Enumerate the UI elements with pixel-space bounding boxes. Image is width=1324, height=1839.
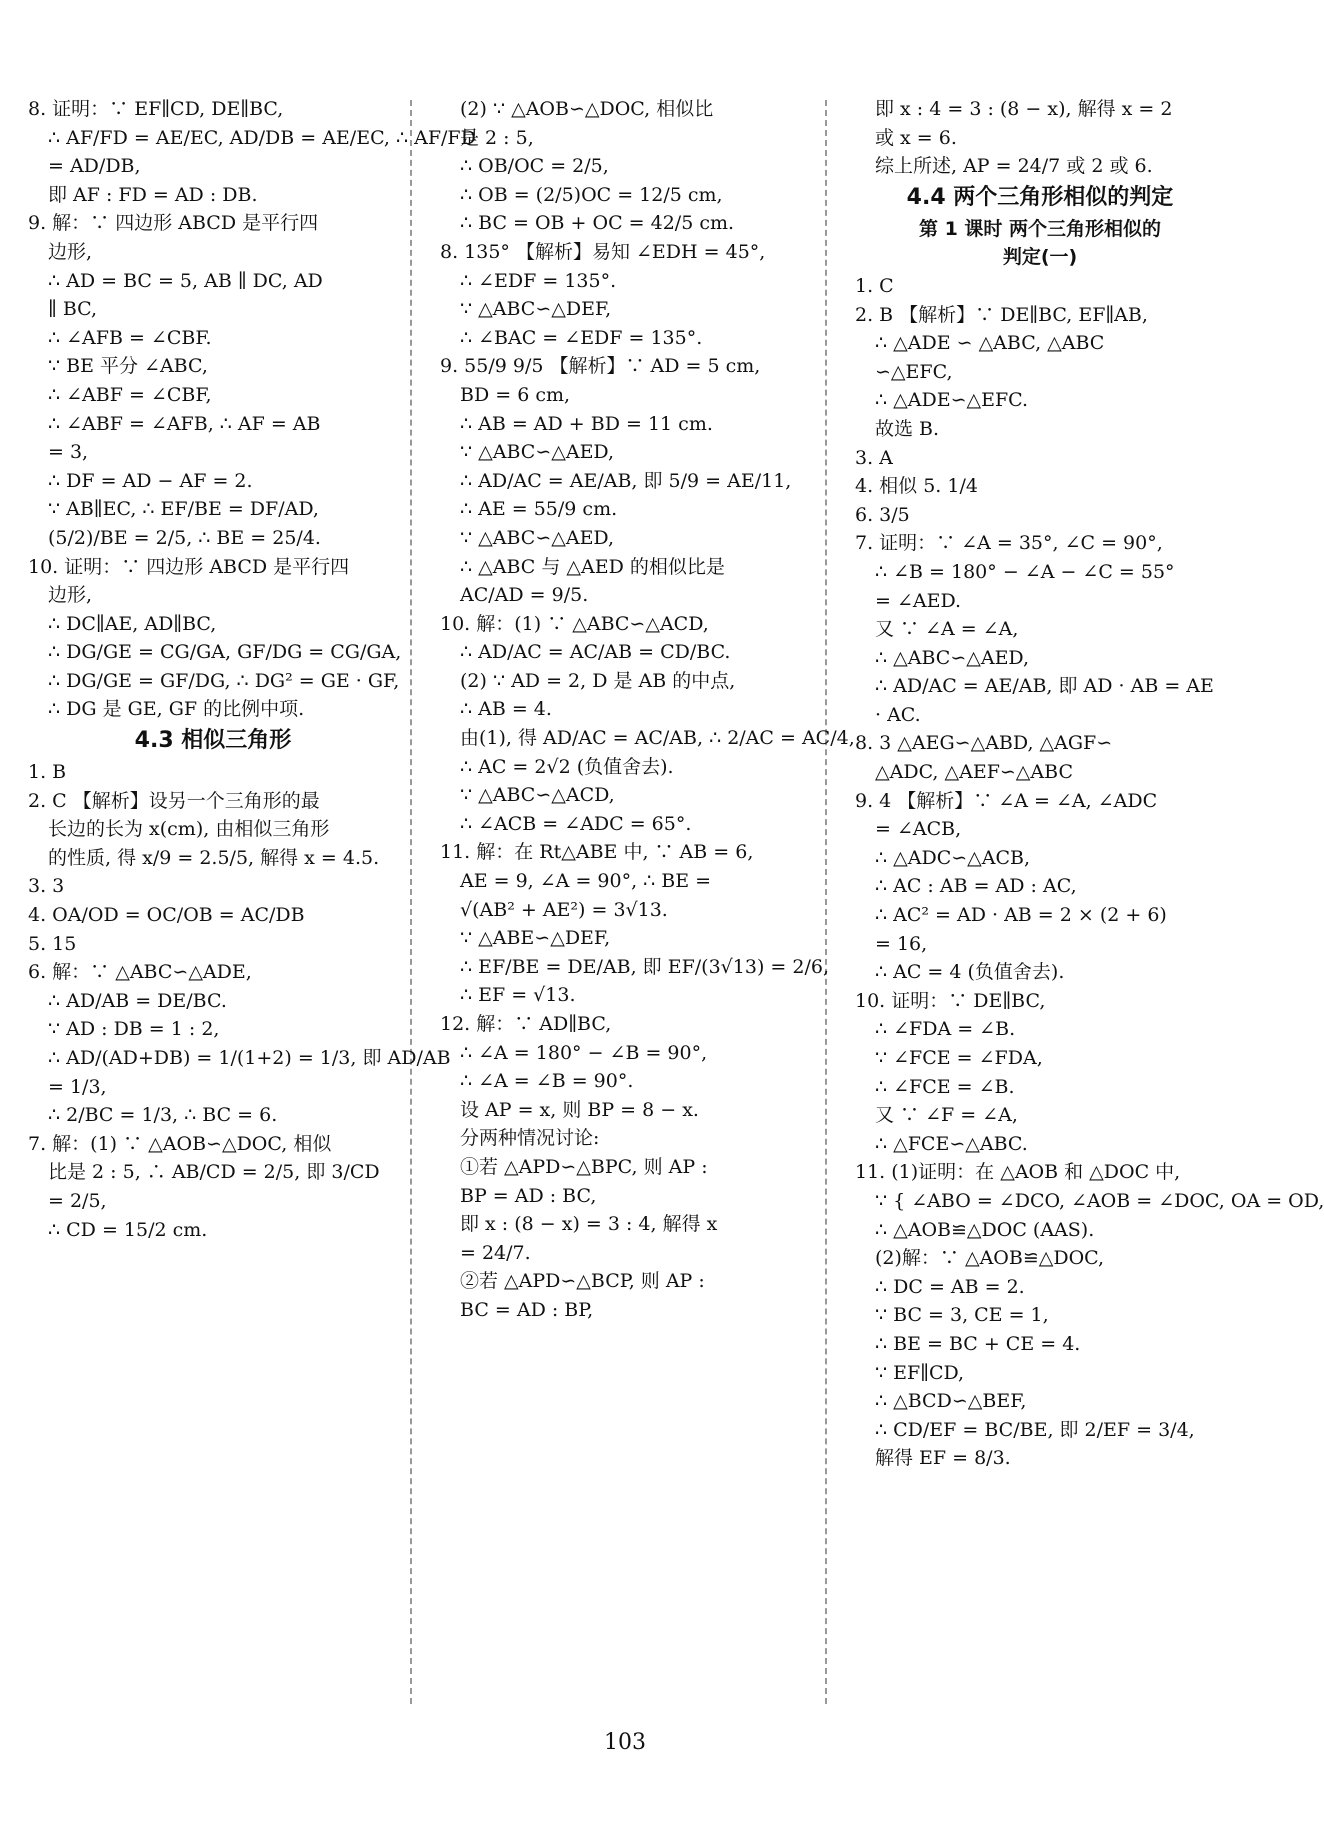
answer-line: 又 ∵ ∠A = ∠A, — [875, 618, 1019, 641]
answer-line: = ∠AED. — [875, 589, 962, 612]
answer-line: ∴ CD/EF = BC/BE, 即 2/EF = 3/4, — [875, 1418, 1195, 1441]
answer-line: 5. 15 — [28, 932, 77, 955]
answer-line: √(AB² + AE²) = 3√13. — [460, 898, 668, 921]
answer-line: ∴ ∠FCE = ∠B. — [875, 1075, 1015, 1098]
answer-line: AC/AD = 9/5. — [460, 584, 589, 607]
answer-line: 综上所述, AP = 24/7 或 2 或 6. — [875, 155, 1153, 178]
answer-line: ∴ DG/GE = CG/GA, GF/DG = CG/GA, — [48, 641, 402, 664]
answer-line: ∴ △ADE ∽ △ABC, △ABC — [875, 332, 1105, 355]
answer-line: ∵ ∠FCE = ∠FDA, — [875, 1047, 1043, 1069]
answer-line: ∴ DC = AB = 2. — [875, 1275, 1025, 1298]
answer-line: ①若 △APD∽△BPC, 则 AP : — [460, 1155, 708, 1178]
answer-line: ∥ BC, — [48, 298, 98, 321]
answer-line: 6. 3/5 — [855, 503, 910, 526]
answer-line: 设 AP = x, 则 BP = 8 − x. — [460, 1098, 699, 1121]
answer-line: AE = 9, ∠A = 90°, ∴ BE = — [460, 870, 712, 893]
answer-line: 11. (1)证明：在 △AOB 和 △DOC 中, — [855, 1161, 1181, 1184]
answer-line: ∴ AD/(AD+DB) = 1/(1+2) = 1/3, 即 AD/AB — [48, 1047, 451, 1069]
answer-line: ∴ AC = 4 (负值舍去). — [875, 961, 1065, 984]
answer-column-2 — [440, 95, 855, 1709]
answer-line: ∴ △ABC 与 △AED 的相似比是 — [460, 555, 725, 578]
lesson-subheading: 第 1 课时 两个三角形相似的 — [918, 217, 1162, 240]
answer-line: ∵ AB∥EC, ∴ EF/BE = DF/AD, — [48, 498, 319, 521]
answer-line: · AC. — [875, 703, 921, 726]
answer-line: 9. 55/9 9/5 【解析】∵ AD = 5 cm, — [440, 355, 761, 378]
answer-line: ∴ AD/AC = AE/AB, 即 5/9 = AE/11, — [460, 469, 792, 492]
answer-line: ∴ BE = BC + CE = 4. — [875, 1332, 1081, 1355]
answer-line: 即 x : 4 = 3 : (8 − x), 解得 x = 2 — [875, 98, 1173, 120]
answer-line: 9. 解：∵ 四边形 ABCD 是平行四 — [28, 212, 319, 235]
answer-line: = 2/5, — [48, 1189, 107, 1212]
answer-line: 1. C — [855, 274, 894, 297]
answer-line: ∴ CD = 15/2 cm. — [48, 1218, 208, 1241]
answer-line: ∵ BC = 3, CE = 1, — [875, 1304, 1049, 1327]
answer-line: ∴ ∠A = ∠B = 90°. — [460, 1070, 634, 1093]
answer-line: 3. 3 — [28, 875, 65, 898]
answer-line: 边形, — [48, 240, 93, 263]
answer-line: ∵ △ABC∽△DEF, — [460, 298, 612, 321]
answer-line: ∴ △BCD∽△BEF, — [875, 1390, 1027, 1413]
answer-line: ∴ AB = AD + BD = 11 cm. — [460, 412, 713, 435]
answer-line: 4. OA/OD = OC/OB = AC/DB — [28, 904, 305, 927]
answer-line: 的性质, 得 x/9 = 2.5/5, 解得 x = 4.5. — [48, 846, 380, 869]
answer-column-3 — [855, 95, 1324, 1709]
answer-line: BC = AD : BP, — [460, 1298, 594, 1321]
answer-line: 9. 4 【解析】∵ ∠A = ∠A, ∠ADC — [855, 789, 1158, 812]
answer-line: ∴ AB = 4. — [460, 698, 552, 721]
answer-line: ∴ ∠ABF = ∠AFB, ∴ AF = AB — [48, 412, 321, 435]
answer-line: ∴ OB = (2/5)OC = 12/5 cm, — [460, 183, 723, 206]
answer-line: 7. 证明：∵ ∠A = 35°, ∠C = 90°, — [855, 532, 1163, 555]
answer-line: ∴ 2/BC = 1/3, ∴ BC = 6. — [48, 1104, 278, 1127]
answer-line: 由(1), 得 AD/AC = AC/AB, ∴ 2/AC = AC/4, — [460, 727, 855, 750]
answer-line: ∴ △ABC∽△AED, — [875, 646, 1030, 669]
answer-line: = 3, — [48, 441, 89, 464]
answer-line: = 24/7. — [460, 1241, 531, 1264]
answer-line: = AD/DB, — [48, 155, 141, 178]
answer-line: ∵ △ABC∽△ACD, — [460, 784, 615, 807]
answer-line: ∴ AD/AC = AE/AB, 即 AD · AB = AE — [875, 675, 1214, 698]
answer-line: ∵ △ABC∽△AED, — [460, 526, 615, 549]
answer-line: ∴ ∠FDA = ∠B. — [875, 1018, 1016, 1041]
answer-line: 12. 解：∵ AD∥BC, — [440, 1013, 612, 1035]
answer-line: ∴ OB/OC = 2/5, — [460, 155, 609, 178]
answer-line: ∴ AC² = AD · AB = 2 × (2 + 6) — [875, 904, 1167, 927]
answer-line: (2) ∵ AD = 2, D 是 AB 的中点, — [460, 669, 736, 692]
answer-line: ∴ AD = BC = 5, AB ∥ DC, AD — [48, 269, 323, 292]
answer-column-1 — [28, 95, 476, 1709]
answer-line: 3. A — [855, 446, 893, 469]
answer-line: ∵ BE 平分 ∠ABC, — [48, 355, 208, 378]
answer-line: 11. 解：在 Rt△ABE 中, ∵ AB = 6, — [440, 841, 754, 864]
answer-line: ∴ DF = AD − AF = 2. — [48, 469, 253, 492]
answer-line: ∴ ∠A = 180° − ∠B = 90°, — [460, 1041, 708, 1064]
page-number: 103 — [604, 1730, 646, 1755]
section-heading: 4.4 两个三角形相似的判定 — [906, 184, 1174, 210]
answer-line: 10. 证明：∵ 四边形 ABCD 是平行四 — [28, 555, 350, 578]
answer-line: (5/2)/BE = 2/5, ∴ BE = 25/4. — [48, 526, 321, 549]
answer-line: ∴ AE = 55/9 cm. — [460, 498, 618, 521]
answer-line: 长边的长为 x(cm), 由相似三角形 — [48, 818, 330, 841]
answer-line: ∴ ∠B = 180° − ∠A − ∠C = 55° — [875, 560, 1175, 583]
answer-line: ∴ DG 是 GE, GF 的比例中项. — [48, 698, 305, 721]
answer-line: 即 x : (8 − x) = 3 : 4, 解得 x — [460, 1213, 718, 1236]
answer-line: ∴ AF/FD = AE/EC, AD/DB = AE/EC, ∴ AF/FD — [48, 126, 476, 149]
answer-line: 又 ∵ ∠F = ∠A, — [875, 1104, 1018, 1127]
answer-line: 解得 EF = 8/3. — [875, 1447, 1011, 1470]
answer-line: ∴ ∠AFB = ∠CBF. — [48, 326, 212, 349]
answer-line: 8. 3 △AEG∽△ABD, △AGF∽ — [855, 732, 1113, 755]
answer-line: ∴ AC : AB = AD : AC, — [875, 875, 1077, 898]
answer-line: 6. 解：∵ △ABC∽△ADE, — [28, 961, 252, 984]
answer-line: = 1/3, — [48, 1075, 107, 1098]
answer-line: ∴ EF = √13. — [460, 984, 576, 1007]
answer-line: 故选 B. — [875, 417, 940, 440]
answer-line: ∵ { ∠ABO = ∠DCO, ∠AOB = ∠DOC, OA = OD, — [875, 1189, 1324, 1212]
answer-line: ∴ △AOB≌△DOC (AAS). — [875, 1218, 1095, 1241]
answer-line: ∵ △ABE∽△DEF, — [460, 927, 611, 950]
answer-line: BD = 6 cm, — [460, 383, 571, 406]
answer-line: ∴ ∠ACB = ∠ADC = 65°. — [460, 812, 692, 835]
answer-line: 或 x = 6. — [875, 126, 957, 149]
answer-line: △ADC, △AEF∽△ABC — [875, 761, 1073, 784]
answer-line: ∵ AD : DB = 1 : 2, — [48, 1018, 220, 1041]
answer-line: 边形, — [48, 584, 93, 607]
answer-line: ∵ EF∥CD, — [875, 1361, 965, 1384]
answer-line: ∴ DG/GE = GF/DG, ∴ DG² = GE · GF, — [48, 669, 400, 692]
answer-line: (2) ∵ △AOB∽△DOC, 相似比 — [460, 98, 714, 120]
answer-line: 10. 证明：∵ DE∥BC, — [855, 989, 1046, 1012]
answer-line: 7. 解：(1) ∵ △AOB∽△DOC, 相似 — [28, 1132, 332, 1155]
answer-line: ∴ ∠BAC = ∠EDF = 135°. — [460, 326, 703, 349]
answer-line: 即 AF : FD = AD : DB. — [48, 183, 258, 206]
answer-line: ∴ ∠ABF = ∠CBF, — [48, 383, 212, 406]
answer-line: 比是 2 : 5, ∴ AB/CD = 2/5, 即 3/CD — [48, 1161, 380, 1184]
answer-line: ∴ EF/BE = DE/AB, 即 EF/(3√13) = 2/6, — [460, 955, 829, 978]
answer-line: 1. B — [28, 761, 67, 784]
answer-line: ∴ △ADE∽△EFC. — [875, 389, 1029, 412]
answer-line: ∵ △ABC∽△AED, — [460, 441, 615, 464]
lesson-subheading: 判定(一) — [1002, 246, 1078, 269]
answer-line: ∴ AC = 2√2 (负值舍去). — [460, 755, 674, 778]
answer-line: 4. 相似 5. 1/4 — [855, 475, 978, 498]
column-divider — [825, 100, 827, 1704]
answer-line: ∴ AD/AC = AC/AB = CD/BC. — [460, 641, 731, 664]
answer-line: ∴ △FCE∽△ABC. — [875, 1132, 1028, 1155]
answer-line: 8. 证明：∵ EF∥CD, DE∥BC, — [28, 98, 284, 120]
section-heading: 4.3 相似三角形 — [134, 728, 292, 754]
answer-line: 是 2 : 5, — [460, 126, 534, 149]
answer-line: 8. 135° 【解析】易知 ∠EDH = 45°, — [440, 240, 766, 263]
answer-line: 分两种情况讨论: — [460, 1127, 600, 1150]
column-divider — [410, 100, 412, 1704]
answer-line: BP = AD : BC, — [460, 1184, 597, 1207]
answer-line: 2. B 【解析】∵ DE∥BC, EF∥AB, — [855, 303, 1148, 326]
answer-line: ∴ BC = OB + OC = 42/5 cm. — [460, 212, 735, 235]
answer-line: (2)解：∵ △AOB≌△DOC, — [875, 1247, 1105, 1270]
answer-line: 2. C 【解析】设另一个三角形的最 — [28, 789, 320, 812]
answer-line: ∴ ∠EDF = 135°. — [460, 269, 617, 292]
answer-line: = 16, — [875, 932, 928, 955]
answer-line: 10. 解：(1) ∵ △ABC∽△ACD, — [440, 612, 709, 635]
answer-line: ∴ DC∥AE, AD∥BC, — [48, 612, 217, 635]
answer-line: ②若 △APD∽△BCP, 则 AP : — [460, 1270, 705, 1293]
answer-line: = ∠ACB, — [875, 818, 962, 841]
answer-line: ∴ AD/AB = DE/BC. — [48, 989, 227, 1012]
answer-line: ∴ △ADC∽△ACB, — [875, 846, 1031, 869]
answer-line: ∽△EFC, — [875, 360, 953, 383]
